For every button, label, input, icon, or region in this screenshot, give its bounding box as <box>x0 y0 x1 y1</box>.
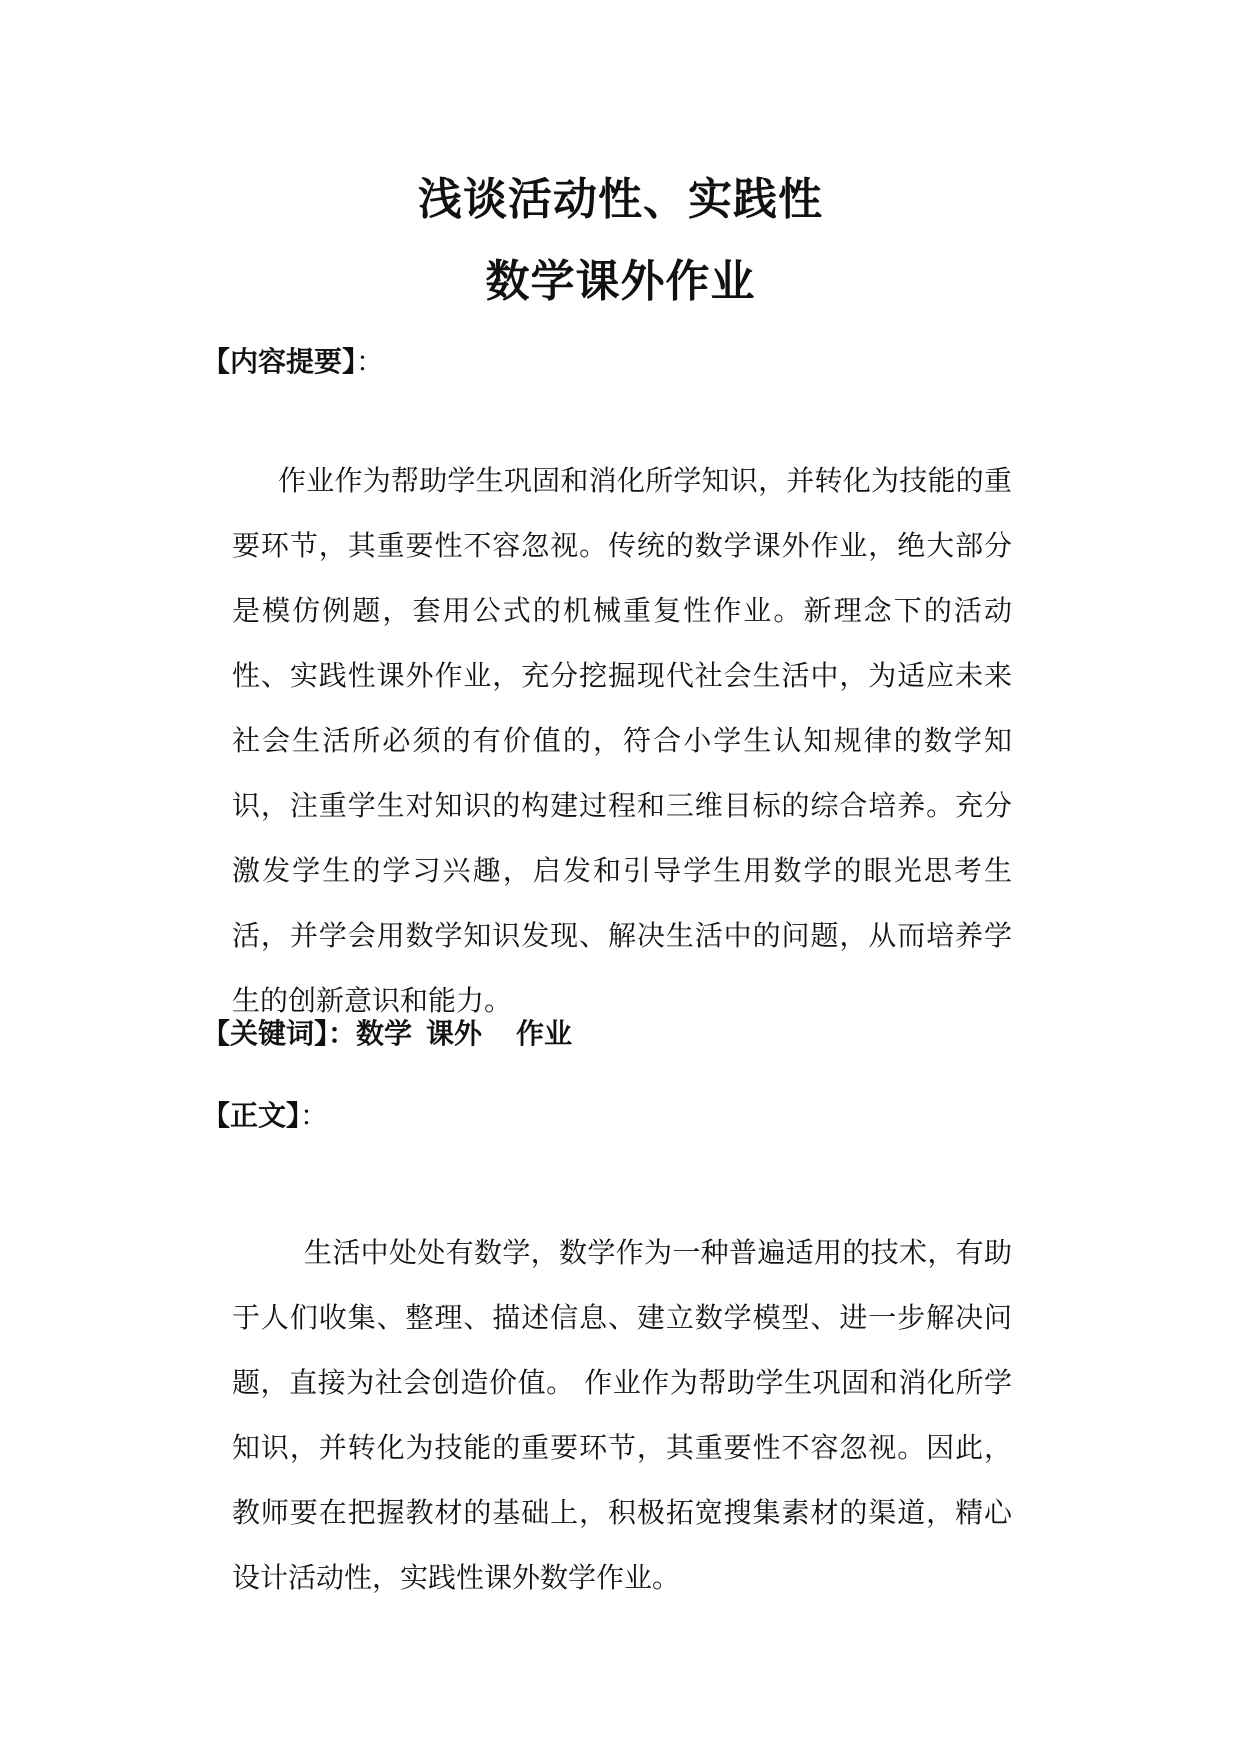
body-label: 【正文】 <box>202 1099 301 1132</box>
summary-colon: ： <box>356 345 385 378</box>
body-paragraph: 生活中处处有数学，数学作为一种普遍适用的技术，有助于人们收集、整理、描述信息、建立数学模型、进一步解决问题，直接为社会创造价值。 作业作为帮助学生巩固和消化所学知识，并转化为技能的重要环节，其重要性不容忽视。因此，教师要在把握教材的基础上，积极拓宽搜集素材的渠道，精心设计活动性，实践性课外数学作业。 <box>232 1236 1012 1594</box>
document-title-line-1: 浅谈活动性、实践性 <box>418 174 823 225</box>
body-heading <box>202 1096 328 1136</box>
keyword-item: 课外 <box>426 1017 483 1050</box>
body-colon: ： <box>300 1099 329 1132</box>
keywords-heading <box>202 1014 572 1054</box>
summary-label: 【内容提要】 <box>202 345 357 378</box>
document-title-line-2: 数学课外作业 <box>485 256 756 307</box>
keyword-item: 作业 <box>516 1017 573 1050</box>
keyword-item: 数学 <box>356 1017 413 1050</box>
summary-heading <box>202 342 384 382</box>
keywords-label: 【关键词】： <box>202 1017 357 1050</box>
summary-paragraph: 作业作为帮助学生巩固和消化所学知识，并转化为技能的重要环节，其重要性不容忽视。传统的数学课外作业，绝大部分是模仿例题，套用公式的机械重复性作业。新理念下的活动性、实践性课外作业，充分挖掘现代社会生活中，为适应未来社会生活所必须的有价值的，符合小学生认知规律的数学知识，注重学生对知识的构建过程和三维目标的综合培养。充分激发学生的学习兴趣，启发和引导学生用数学的眼光思考生活，并学会用数学知识发现、解决生活中的问题，从而培养学生的创新意识和能力。 <box>232 464 1012 1017</box>
